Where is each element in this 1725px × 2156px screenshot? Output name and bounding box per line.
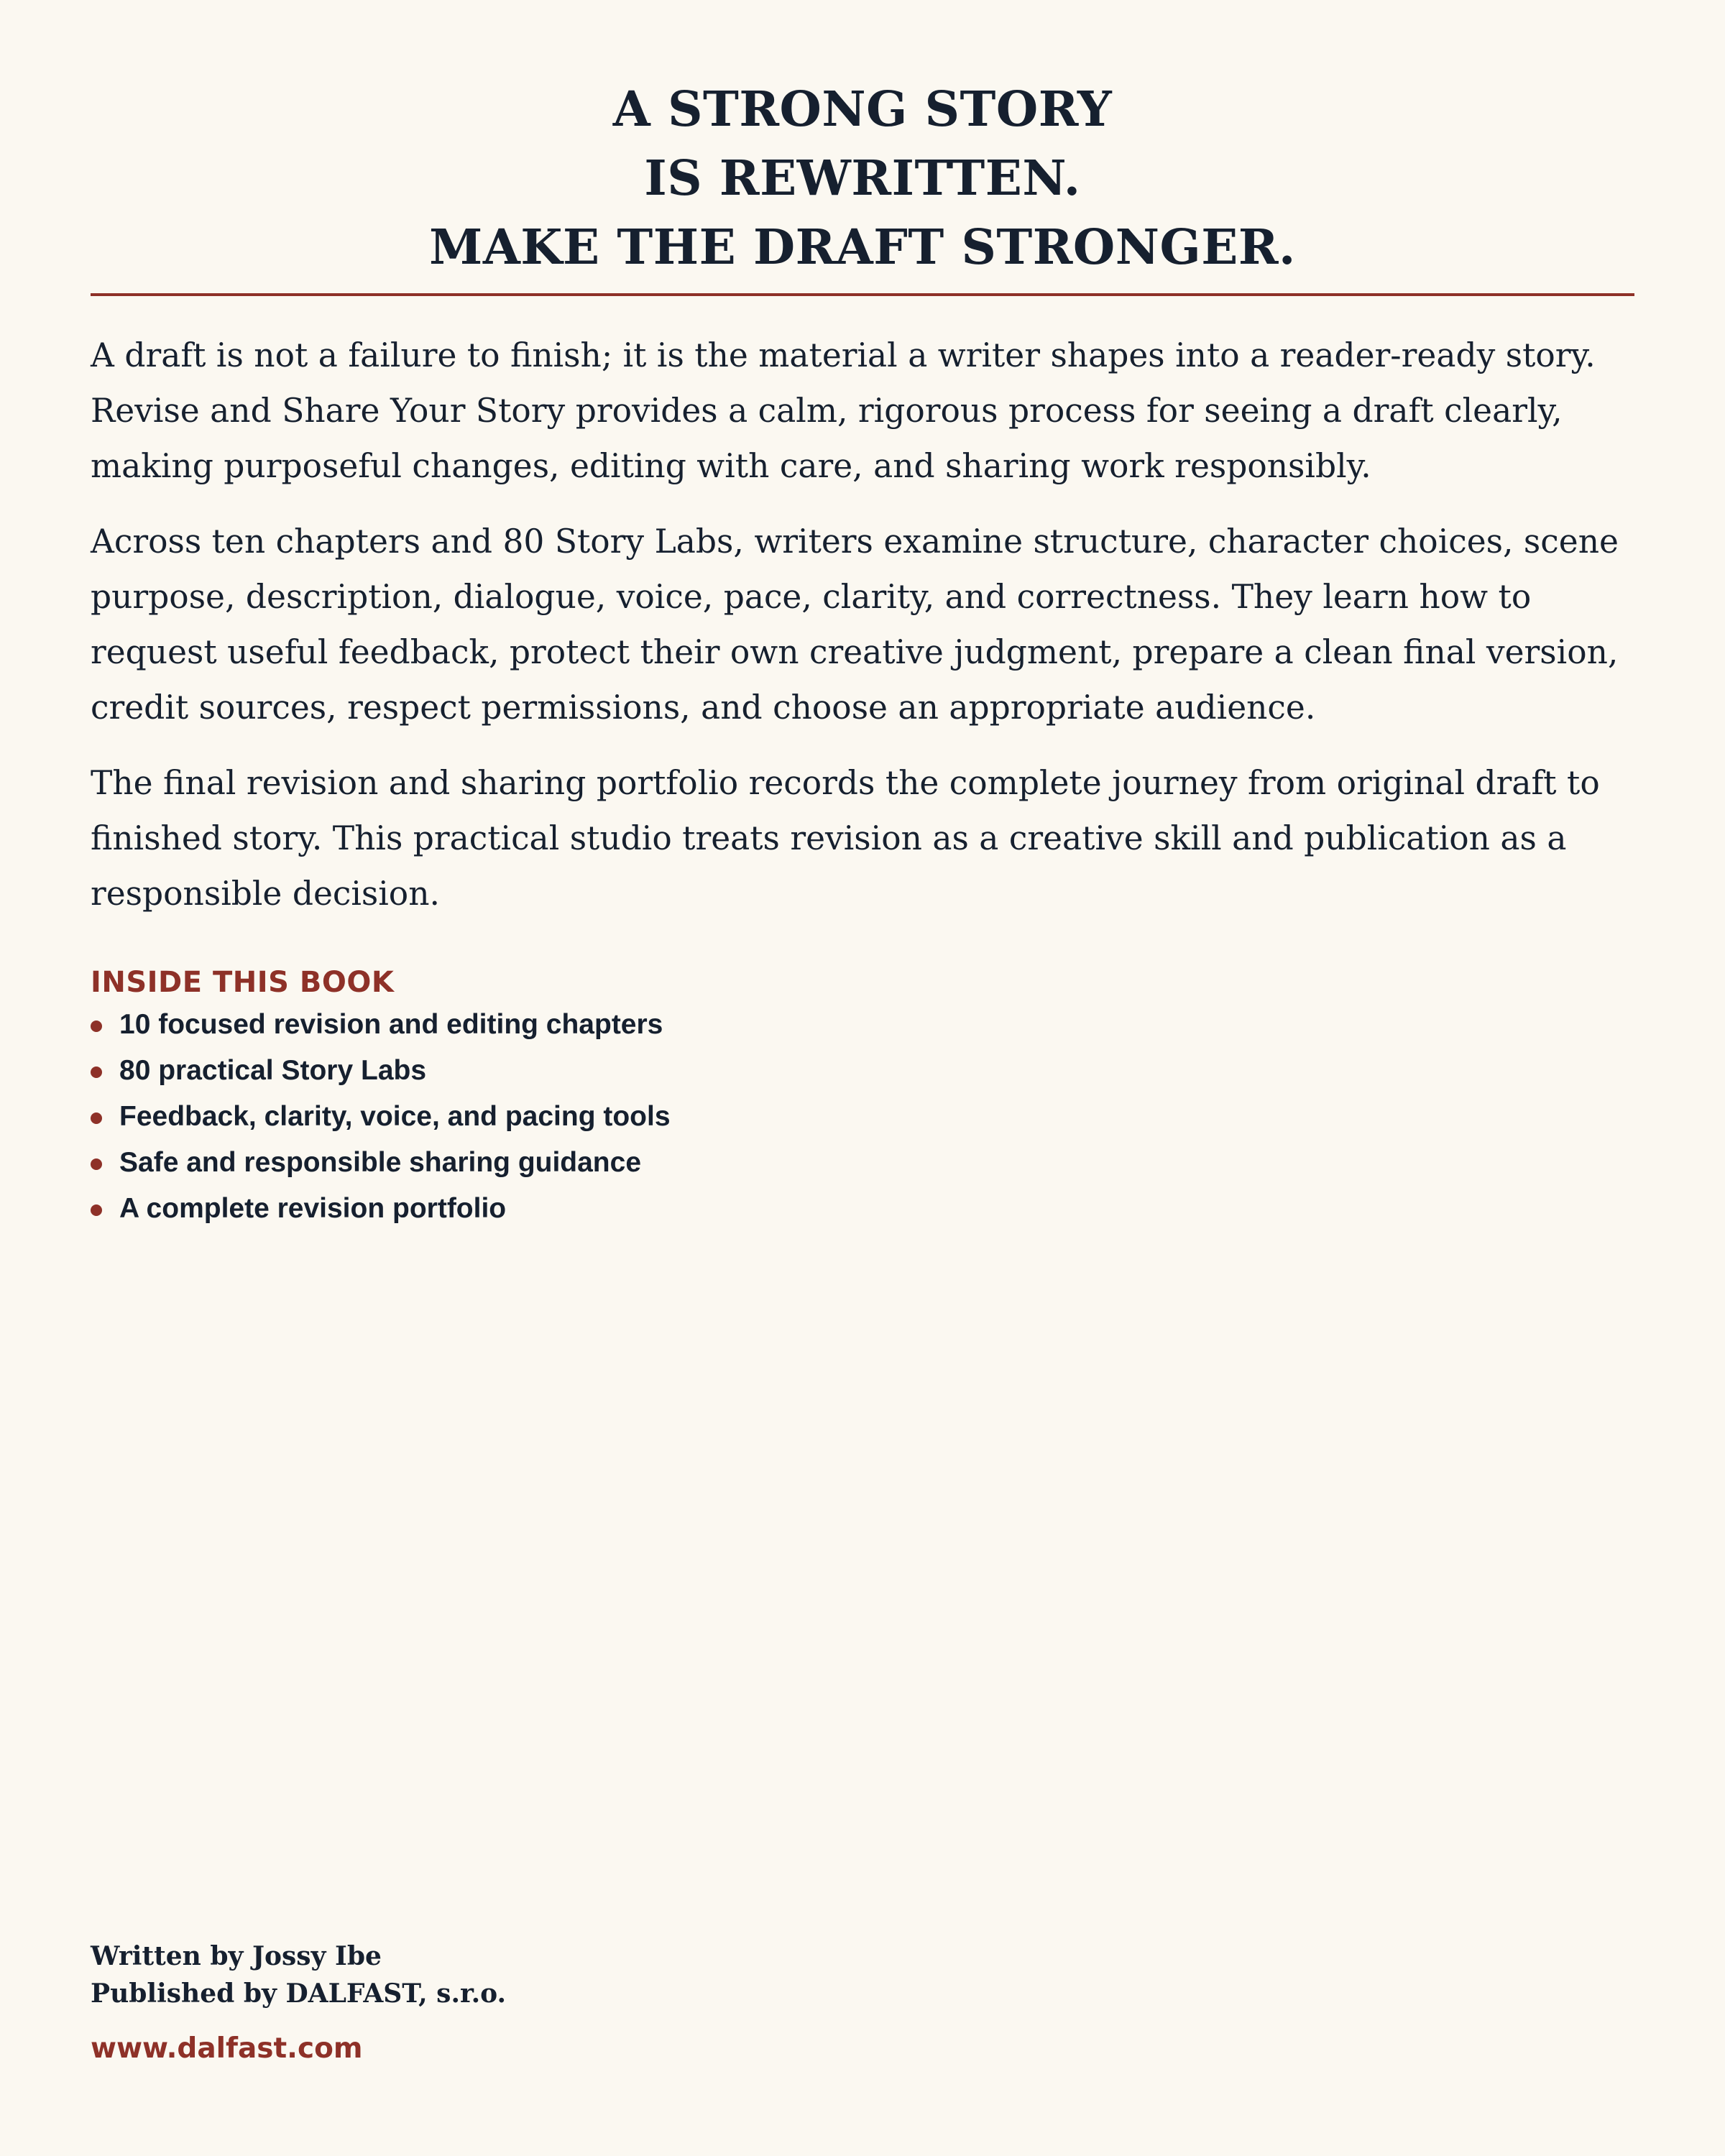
feature-item (91, 1002, 1634, 1048)
feature-label: A complete revision portfolio (119, 1193, 507, 1224)
feature-item (91, 1048, 1634, 1094)
website-link[interactable]: www.dalfast.com (91, 2032, 363, 2065)
feature-item (91, 1186, 1634, 1232)
bullet-icon (91, 1158, 102, 1170)
feature-label: 10 focused revision and editing chapters (119, 1009, 663, 1040)
bullet-icon (91, 1067, 102, 1078)
headline (91, 0, 1634, 282)
feature-list (91, 1002, 1634, 1232)
inside-this-book-heading: INSIDE THIS BOOK (91, 966, 395, 999)
bullet-icon (91, 1112, 102, 1124)
headline-line-1: A STRONG STORY (612, 80, 1113, 137)
feature-label: 80 practical Story Labs (119, 1055, 427, 1086)
headline-line-3: MAKE THE DRAFT STRONGER. (429, 218, 1296, 275)
publisher-credit: Published by DALFAST, s.r.o. (91, 1978, 507, 2009)
headline-divider (91, 293, 1634, 296)
intro-paragraph: A draft is not a failure to finish; it is the material a writer shapes into a reader-ready story. Revise and Share Your Story provides a calm, rigorous process for seeing a draft clearly, making purposeful changes, editing with care, and sharing work responsibly. (91, 336, 1596, 485)
feature-label: Safe and responsible sharing guidance (119, 1147, 642, 1178)
feature-label: Feedback, clarity, voice, and pacing tools (119, 1101, 671, 1132)
imprint-footer (91, 1938, 953, 2067)
back-cover (91, 0, 1634, 2156)
bullet-icon (91, 1204, 102, 1216)
portfolio-paragraph: The final revision and sharing portfolio records the complete journey from original draft to finished story. This practical studio treats revision as a creative skill and publication as a responsible decision. (91, 764, 1600, 913)
chapters-paragraph: Across ten chapters and 80 Story Labs, writers examine structure, character choices, scene purpose, description, dialogue, voice, pace, clarity, and correctness. They learn how to request useful feedback, protect their own creative judgment, prepare a clean final version, credit sources, respect permissions, and choose an appropriate audience. (91, 522, 1619, 727)
bullet-icon (91, 1021, 102, 1032)
feature-item (91, 1094, 1634, 1140)
headline-line-2: IS REWRITTEN. (644, 149, 1081, 206)
feature-item (91, 1140, 1634, 1186)
author-credit: Written by Jossy Ibe (91, 1941, 382, 1971)
